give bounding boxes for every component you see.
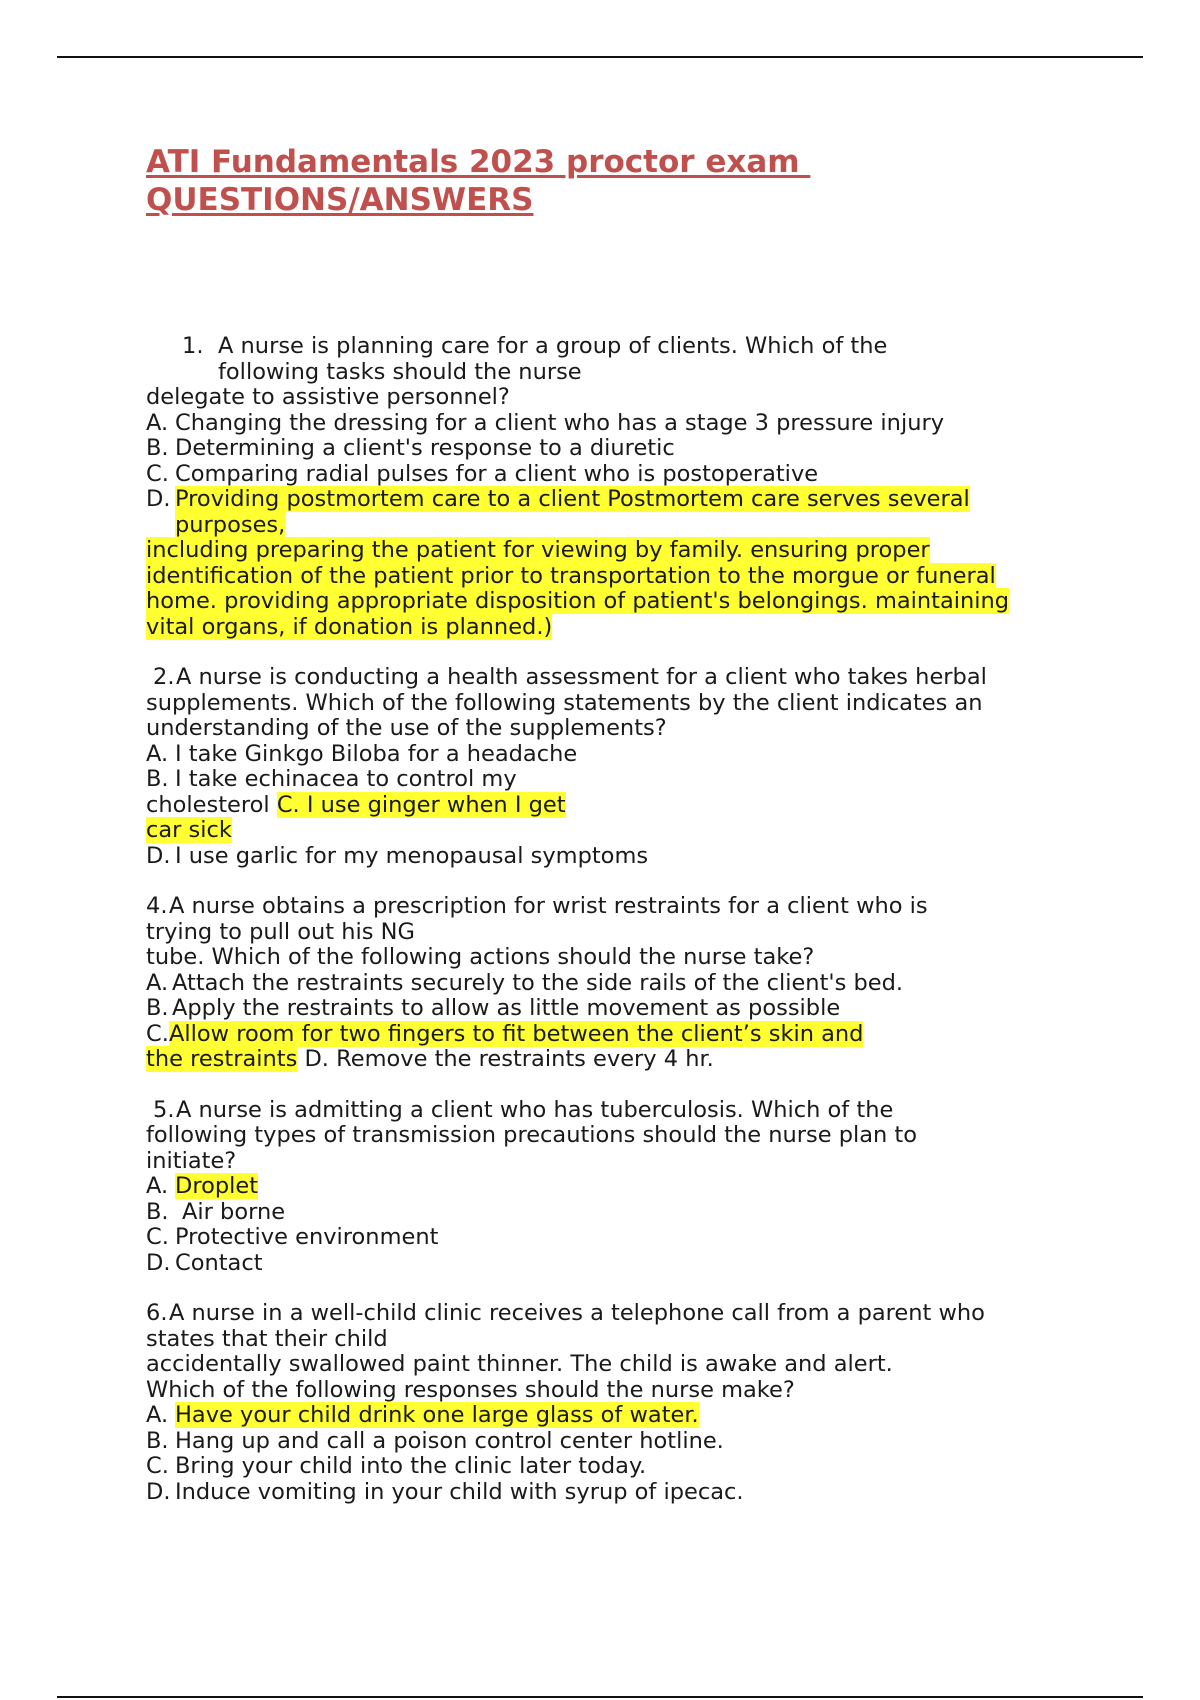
q4-number: 4. (146, 893, 168, 919)
q2-stem-line-2: supplements. Which of the following statements by the client indicates an (146, 689, 983, 716)
q6-stem-line-3: accidentally swallowed paint thinner. The child is awake and alert. (146, 1351, 893, 1377)
title-line-1: ATI Fundamentals 2023 proctor exam (146, 144, 811, 180)
q1-d-line-5: home. providing appropriate disposition of patient's belongings. maintaining (146, 588, 1010, 614)
q2-stem-line-3: understanding of the use of the supplements? (146, 715, 667, 741)
q1-option-a: A. Changing the dressing for a client who has a stage 3 pressure injury (146, 409, 945, 436)
q5-option-a: A. Droplet (146, 1173, 259, 1199)
question-1 (146, 334, 1106, 640)
q6-stem-line-1: 6.A nurse in a well-child clinic receives a telephone call from a parent who (146, 1300, 985, 1326)
spacer (146, 1276, 1106, 1301)
q6-option-a: A. Have your child drink one large glass of water. (146, 1402, 699, 1428)
q6-number: 6. (146, 1300, 168, 1326)
q1-d-line-3: including preparing the patient for viewing by family. ensuring proper (146, 537, 930, 563)
q6-stem-line-2: states that their child (146, 1325, 388, 1352)
q6-answer-highlight: Have your child drink one large glass of water. (175, 1402, 699, 1428)
q5-stem-line-1: 5.A nurse is admitting a client who has tuberculosis. Which of the (153, 1096, 894, 1123)
q2-c-line-2: car sick (146, 817, 232, 843)
q6-stem-line-4: Which of the following responses should the nurse make? (146, 1376, 795, 1403)
document-title (146, 143, 810, 219)
q4-stem-line-1: 4.A nurse obtains a prescription for wrist restraints for a client who is (146, 893, 928, 919)
q4-option-b: B. Apply the restraints to allow as little movement as possible (146, 995, 841, 1021)
q1-answer-highlight: Providing postmortem care to a client Postmortem care serves several (175, 486, 970, 512)
q5-stem-line-2: following types of transmission precautions should the nurse plan to (146, 1122, 918, 1148)
top-rule (57, 56, 1143, 58)
q4-option-a: A. Attach the restraints securely to the side rails of the client's bed. (146, 969, 904, 996)
q5-answer-highlight: Droplet (175, 1173, 259, 1199)
q2-stem-line-1: 2.A nurse is conducting a health assessment for a client who takes herbal (153, 664, 987, 690)
spacer (146, 869, 1106, 894)
q2-number: 2. (153, 664, 175, 690)
q1-option-c: C. Comparing radial pulses for a client who is postoperative (146, 460, 819, 487)
q1-number: 1. (182, 333, 204, 359)
q1-d-line-4: identification of the patient prior to transportation to the morgue or funeral (146, 562, 996, 589)
bottom-rule (57, 1696, 1143, 1698)
q4-answer-highlight: Allow room for two fingers to fit between the client’s skin and (169, 1020, 864, 1047)
q4-stem-line-2: trying to pull out his NG (146, 918, 415, 945)
q1-option-d: D. Providing postmortem care to a client Postmortem care serves several (146, 486, 970, 512)
q4-c-line-2: the restraints (146, 1046, 298, 1072)
q6-option-c: C. Bring your child into the clinic later today. (146, 1453, 647, 1479)
question-4 (146, 894, 1106, 1073)
q5-stem-line-3: initiate? (146, 1147, 237, 1174)
q1-stem-line-3: delegate to assistive personnel? (146, 384, 510, 410)
q2-option-b: B. I take echinacea to control my (146, 766, 517, 792)
q4-stem-line-3: tube. Which of the following actions should the nurse take? (146, 944, 815, 970)
question-2 (146, 665, 1106, 869)
q1-d-line-2: purposes, (175, 511, 286, 538)
q1-stem-line-2: following tasks should the nurse (218, 358, 582, 385)
q1-d-line-6: vital organs, if donation is planned.) (146, 613, 553, 640)
q5-number: 5. (153, 1096, 175, 1123)
question-6 (146, 1301, 1106, 1505)
q2-option-b-cont: cholesterol C. I use ginger when I get (146, 791, 566, 818)
q5-option-d: D. Contact (146, 1249, 263, 1276)
q6-option-b: B. Hang up and call a poison control center hotline. (146, 1427, 724, 1454)
q2-option-a: A. I take Ginkgo Biloba for a headache (146, 740, 578, 767)
spacer (146, 1073, 1106, 1098)
q4-option-c: C.Allow room for two fingers to fit between the client’s skin and (146, 1020, 864, 1047)
q5-option-c: C. Protective environment (146, 1224, 439, 1250)
q2-option-d: D. I use garlic for my menopausal symptoms (146, 842, 649, 869)
q6-option-d: D. Induce vomiting in your child with syrup of ipecac. (146, 1478, 744, 1505)
q1-option-b: B. Determining a client's response to a diuretic (146, 435, 675, 461)
q4-option-d: D. Remove the restraints every 4 hr. (304, 1046, 714, 1072)
q2-answer-highlight: C. I use ginger when I get (276, 791, 566, 818)
question-5 (146, 1098, 1106, 1277)
question-list (146, 334, 1106, 1505)
spacer (146, 640, 1106, 665)
q5-option-b: B. Air borne (146, 1198, 286, 1225)
title-line-2: QUESTIONS/ANSWERS (146, 182, 534, 218)
q1-stem-line-1: 1. A nurse is planning care for a group of clients. Which of the (182, 333, 888, 359)
